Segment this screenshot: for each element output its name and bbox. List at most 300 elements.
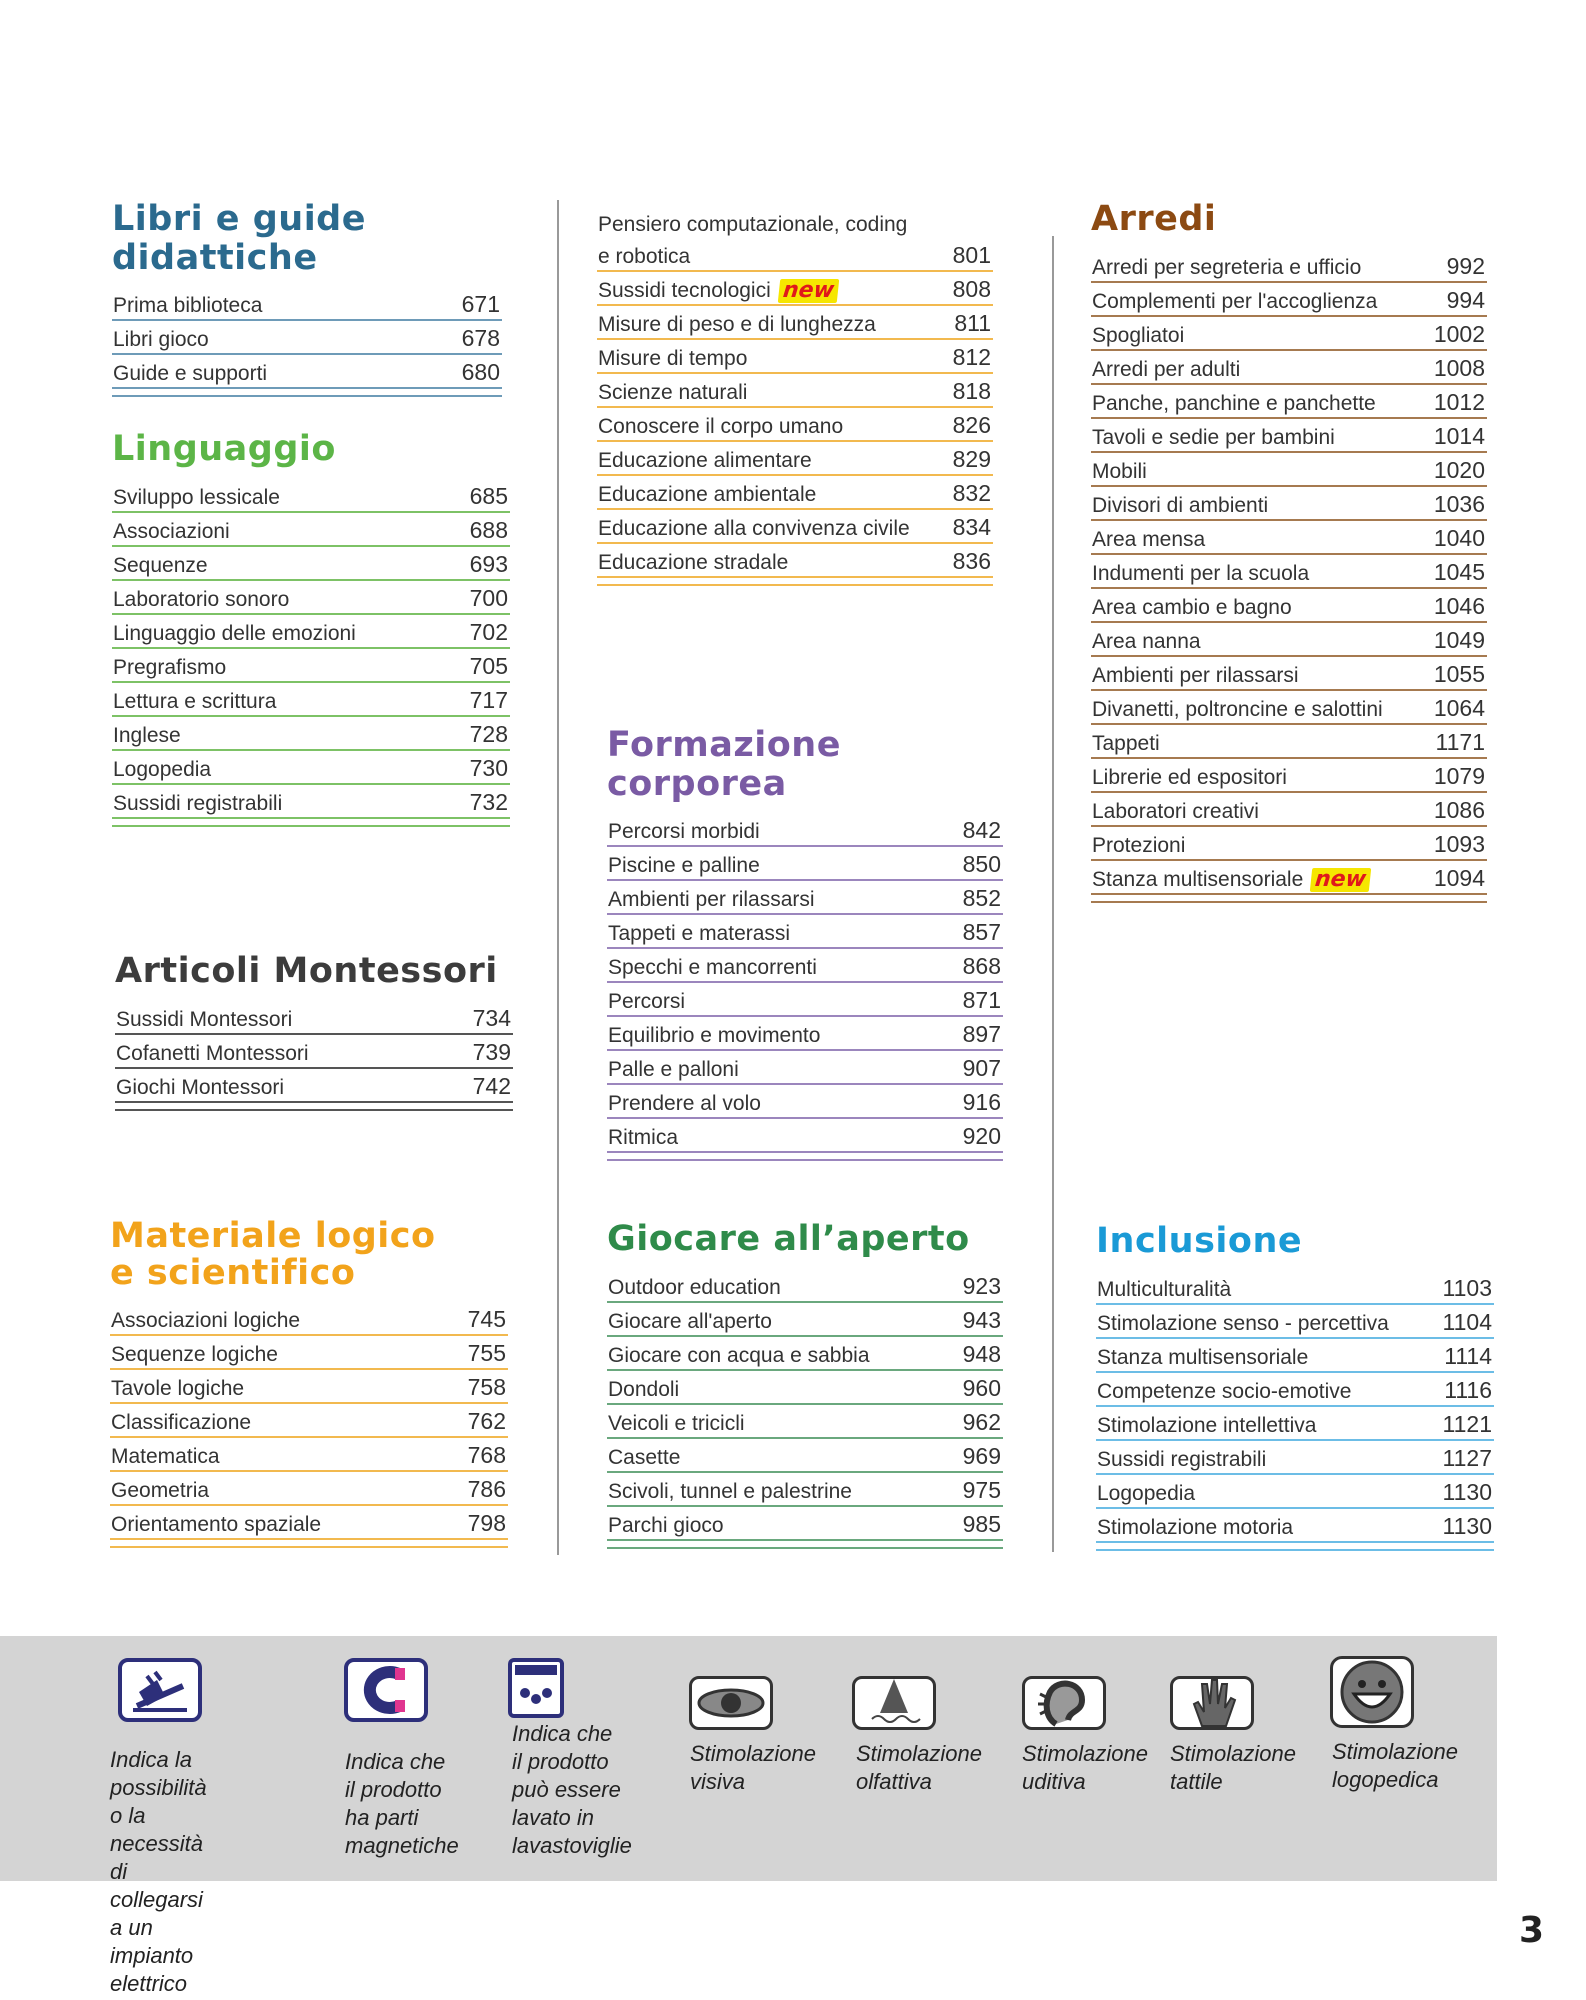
index-page-number: 923 xyxy=(962,1272,1001,1299)
section-end-rule xyxy=(607,1159,1003,1161)
index-label-wrap xyxy=(1097,1414,1316,1438)
index-label: Sequenze xyxy=(113,553,208,577)
index-row[interactable] xyxy=(607,1507,1003,1541)
index-label: Matematica xyxy=(111,1444,220,1468)
index-label: Indumenti per la scuola xyxy=(1092,561,1310,585)
index-page-number: 962 xyxy=(962,1408,1001,1435)
index-label: Area mensa xyxy=(1092,527,1206,551)
index-page-number: 975 xyxy=(962,1476,1001,1503)
index-row[interactable] xyxy=(1096,1407,1494,1441)
nose-icon xyxy=(852,1676,936,1730)
index-page-number: 730 xyxy=(469,754,508,781)
index-row[interactable] xyxy=(1091,419,1487,453)
index-row[interactable] xyxy=(597,272,993,306)
index-page-number: 762 xyxy=(467,1407,506,1434)
index-row[interactable] xyxy=(1096,1509,1494,1543)
index-row[interactable] xyxy=(607,1473,1003,1507)
index-page-number: 1040 xyxy=(1433,524,1485,551)
section-linguaggio xyxy=(112,430,510,827)
index-row[interactable] xyxy=(1096,1339,1494,1373)
index-row[interactable] xyxy=(1091,249,1487,283)
index-row[interactable] xyxy=(607,1439,1003,1473)
section-title: Libri e guide didattiche xyxy=(112,199,366,278)
legend-text: Indica la possibilità o la necessità di collegarsi a un impianto elettrico xyxy=(110,1747,207,1996)
index-label: Educazione alimentare xyxy=(598,449,812,472)
index-row[interactable] xyxy=(115,1069,513,1103)
index-row[interactable] xyxy=(1091,691,1487,725)
index-label: Stanza multisensoriale xyxy=(1097,1345,1309,1369)
index-row[interactable] xyxy=(112,785,510,819)
index-label-wrap xyxy=(608,1126,678,1150)
page-number: 3 xyxy=(1518,1910,1544,1951)
index-row[interactable] xyxy=(597,238,993,272)
eye-icon xyxy=(689,1676,773,1730)
index-row[interactable] xyxy=(607,949,1003,983)
index-row[interactable] xyxy=(1091,759,1487,793)
index-label-wrap xyxy=(608,1378,679,1402)
section-inclusione xyxy=(1096,1222,1494,1551)
index-row[interactable] xyxy=(607,915,1003,949)
index-row[interactable] xyxy=(1091,827,1487,861)
section-logico xyxy=(110,1218,508,1548)
index-row[interactable] xyxy=(1091,317,1487,351)
index-row[interactable] xyxy=(112,321,502,355)
index-row[interactable] xyxy=(1091,793,1487,827)
index-row[interactable] xyxy=(1091,589,1487,623)
index-row[interactable] xyxy=(110,1506,508,1540)
section-end-rule xyxy=(115,1109,513,1111)
index-row[interactable] xyxy=(607,1405,1003,1439)
index-row[interactable] xyxy=(597,408,993,442)
index-row[interactable] xyxy=(607,1119,1003,1153)
index-label: Panche, panchine e panchette xyxy=(1092,391,1376,415)
index-label: Linguaggio delle emozioni xyxy=(113,621,356,645)
index-row[interactable] xyxy=(1091,487,1487,521)
index-label: Percorsi xyxy=(608,990,686,1013)
legend-text: Stimolazione visiva xyxy=(690,1741,816,1794)
index-label: Divanetti, poltroncine e salottini xyxy=(1092,697,1383,721)
index-label-wrap xyxy=(598,449,812,473)
index-label-wrap xyxy=(1097,1380,1351,1404)
index-page-number: 1130 xyxy=(1442,1512,1492,1539)
index-row[interactable] xyxy=(607,847,1003,881)
index-page-number: 812 xyxy=(952,344,991,370)
index-page-number: 1045 xyxy=(1433,558,1485,585)
index-row[interactable] xyxy=(1096,1475,1494,1509)
index-label-wrap xyxy=(113,362,267,386)
index-page-number: 671 xyxy=(461,291,500,317)
section-end-rule xyxy=(597,584,993,586)
index-label: Stimolazione senso - percettiva xyxy=(1097,1311,1389,1335)
index-page-number: 943 xyxy=(962,1306,1001,1333)
index-label-wrap xyxy=(598,517,910,541)
index-label: Stimolazione motoria xyxy=(1097,1515,1294,1539)
index-row-first-line xyxy=(597,204,993,238)
index-page-number: 1046 xyxy=(1433,592,1485,619)
index-label: Tappeti e materassi xyxy=(608,922,791,945)
index-label-wrap xyxy=(608,1446,680,1470)
index-label-wrap xyxy=(608,1276,781,1300)
index-row[interactable] xyxy=(597,306,993,340)
index-label: Conoscere il corpo umano xyxy=(598,415,844,438)
index-label-wrap xyxy=(1097,1346,1308,1370)
index-row[interactable] xyxy=(607,1269,1003,1303)
index-label-wrap xyxy=(608,922,790,946)
index-label-wrap xyxy=(1092,596,1292,620)
index-label: Prendere al volo xyxy=(608,1092,761,1115)
index-label: Associazioni xyxy=(113,519,230,543)
electric-plug-icon xyxy=(118,1658,202,1722)
index-label: Giochi Montessori xyxy=(116,1075,285,1099)
index-label: Palle e palloni xyxy=(608,1058,739,1081)
index-row[interactable] xyxy=(1096,1373,1494,1407)
index-row[interactable] xyxy=(607,1337,1003,1371)
index-page-number: 1104 xyxy=(1442,1308,1492,1335)
index-row[interactable] xyxy=(112,751,510,785)
index-label: Tavoli e sedie per bambini xyxy=(1092,425,1335,449)
index-row[interactable] xyxy=(112,287,502,321)
index-label-wrap xyxy=(116,1042,309,1066)
index-label-wrap xyxy=(111,1411,251,1435)
index-page-number: 1171 xyxy=(1435,728,1485,755)
index-row[interactable] xyxy=(597,476,993,510)
index-label: Ambienti per rilassarsi xyxy=(1092,663,1299,687)
section-title-line: e scientifico xyxy=(110,1252,356,1293)
index-label: Prima biblioteca xyxy=(113,294,263,317)
index-label-wrap xyxy=(113,656,226,680)
index-page-number: 1093 xyxy=(1433,830,1485,857)
index-row[interactable] xyxy=(597,374,993,408)
index-label: Ritmica xyxy=(608,1126,679,1149)
index-page-number: 832 xyxy=(952,480,991,506)
index-page-number: 728 xyxy=(469,720,508,747)
index-label-wrap xyxy=(1092,392,1376,416)
index-row[interactable] xyxy=(607,1017,1003,1051)
index-label-wrap xyxy=(598,415,843,439)
index-row[interactable] xyxy=(115,1035,513,1069)
index-page-number: 818 xyxy=(952,378,991,404)
index-row[interactable] xyxy=(607,1051,1003,1085)
index-label: Misure di tempo xyxy=(598,347,748,370)
index-row[interactable] xyxy=(1091,555,1487,589)
index-page-number: 742 xyxy=(472,1072,511,1099)
ear-icon xyxy=(1022,1676,1106,1730)
index-label: Ambienti per rilassarsi xyxy=(608,888,815,911)
index-row[interactable] xyxy=(1096,1441,1494,1475)
index-label: Arredi per adulti xyxy=(1092,357,1241,381)
index-row[interactable] xyxy=(1091,623,1487,657)
index-page-number: 1064 xyxy=(1433,694,1485,721)
index-page-number: 1130 xyxy=(1442,1478,1492,1505)
index-page-number: 852 xyxy=(962,885,1001,911)
index-label: Dondoli xyxy=(608,1377,680,1401)
index-label: Scivoli, tunnel e palestrine xyxy=(608,1479,852,1503)
index-label: Piscine e palline xyxy=(608,854,760,877)
index-row[interactable] xyxy=(1091,385,1487,419)
index-label: Librerie ed espositori xyxy=(1092,765,1287,789)
index-label-wrap xyxy=(1097,1312,1389,1336)
index-page-number: 1049 xyxy=(1433,626,1485,653)
legend-text: Stimolazione uditiva xyxy=(1022,1741,1148,1794)
index-row[interactable] xyxy=(1096,1305,1494,1339)
index-label: Geometria xyxy=(111,1478,210,1502)
section-montessori xyxy=(115,952,513,1111)
index-label: Arredi per segreteria e ufficio xyxy=(1092,255,1362,279)
index-page-number: 705 xyxy=(469,652,508,679)
index-label: Sussidi registrabili xyxy=(113,791,283,815)
index-label: Sussidi registrabili xyxy=(1097,1447,1267,1471)
index-label-wrap xyxy=(113,792,282,816)
index-row[interactable] xyxy=(112,513,510,547)
index-label: Logopedia xyxy=(113,757,212,781)
section-title xyxy=(110,1218,508,1292)
index-label-wrap xyxy=(608,1310,772,1334)
index-page-number: 768 xyxy=(467,1441,506,1468)
index-page-number: 1008 xyxy=(1433,354,1485,381)
index-label: Guide e supporti xyxy=(113,362,268,385)
index-label-wrap xyxy=(598,347,747,371)
index-row[interactable] xyxy=(597,544,993,578)
index-label-wrap xyxy=(1092,256,1361,280)
new-badge: new xyxy=(1310,868,1371,892)
index-label: Giocare con acqua e sabbia xyxy=(608,1343,870,1367)
section-end-rule xyxy=(110,1546,508,1548)
index-page-number: 798 xyxy=(467,1509,506,1536)
index-label-wrap xyxy=(1092,358,1240,382)
index-row[interactable] xyxy=(597,340,993,374)
section-end-rule xyxy=(112,825,510,827)
index-row[interactable] xyxy=(112,547,510,581)
hand-icon xyxy=(1170,1676,1254,1730)
index-label-wrap xyxy=(1092,868,1370,892)
index-page-number: 836 xyxy=(952,548,991,574)
section-title: Inclusione xyxy=(1096,1221,1303,1261)
index-page-number: 868 xyxy=(962,953,1001,979)
index-row[interactable] xyxy=(110,1370,508,1404)
index-label-wrap xyxy=(1092,834,1185,858)
index-label-wrap xyxy=(111,1445,220,1469)
index-label-wrap xyxy=(1092,732,1160,756)
index-row[interactable] xyxy=(112,581,510,615)
index-row[interactable] xyxy=(1091,453,1487,487)
index-page-number: 994 xyxy=(1446,286,1485,313)
index-label-wrap xyxy=(1092,562,1309,586)
index-row[interactable] xyxy=(1091,351,1487,385)
index-label: Complementi per l'accoglienza xyxy=(1092,289,1378,313)
index-label-wrap xyxy=(113,328,209,352)
index-label: Pregrafismo xyxy=(113,655,227,679)
dishwasher-icon xyxy=(508,1658,564,1718)
section-title: Linguaggio xyxy=(112,429,336,469)
index-row[interactable] xyxy=(1091,861,1487,895)
index-label-wrap xyxy=(113,588,289,612)
index-row[interactable] xyxy=(112,649,510,683)
section-title-line: Materiale logico xyxy=(110,1216,436,1256)
index-row[interactable] xyxy=(110,1438,508,1472)
index-label-wrap xyxy=(1092,290,1377,314)
index-row[interactable] xyxy=(112,615,510,649)
index-page-number: 1002 xyxy=(1433,320,1485,347)
index-page-number: 811 xyxy=(954,310,991,336)
index-row[interactable] xyxy=(1091,657,1487,691)
index-label: Laboratorio sonoro xyxy=(113,587,290,611)
index-page-number: 1012 xyxy=(1433,388,1485,415)
index-page-number: 758 xyxy=(467,1373,506,1400)
index-label: Cofanetti Montessori xyxy=(116,1041,309,1065)
index-label-wrap xyxy=(608,1024,820,1048)
index-page-number: 920 xyxy=(962,1123,1001,1149)
index-label: Orientamento spaziale xyxy=(111,1512,322,1536)
index-page-number: 734 xyxy=(472,1004,511,1031)
index-page-number: 871 xyxy=(962,987,1001,1013)
index-page-number: 1079 xyxy=(1433,762,1485,789)
index-label-wrap xyxy=(608,854,760,878)
legend-text: Stimolazione tattile xyxy=(1170,1741,1296,1794)
index-label: Classificazione xyxy=(111,1410,252,1434)
section-pensiero xyxy=(597,204,993,586)
index-page-number: 834 xyxy=(952,514,991,540)
index-page-number: 685 xyxy=(469,482,508,509)
index-page-number: 801 xyxy=(952,242,991,268)
index-label: Inglese xyxy=(113,723,181,747)
index-label: Logopedia xyxy=(1097,1481,1196,1505)
index-label: Outdoor education xyxy=(608,1275,781,1299)
index-row[interactable] xyxy=(607,1085,1003,1119)
index-row[interactable] xyxy=(607,881,1003,915)
index-label: Lettura e scrittura xyxy=(113,689,277,713)
index-page-number: 960 xyxy=(962,1374,1001,1401)
index-row[interactable] xyxy=(112,479,510,513)
index-page-number: 680 xyxy=(461,359,500,385)
index-label-wrap xyxy=(598,483,816,507)
index-label-wrap xyxy=(608,990,685,1014)
index-label-wrap xyxy=(113,690,276,714)
index-row[interactable] xyxy=(1096,1271,1494,1305)
index-row[interactable] xyxy=(607,813,1003,847)
index-page-number: 842 xyxy=(962,817,1001,843)
index-label-wrap xyxy=(111,1513,321,1537)
index-label: Tavole logiche xyxy=(111,1376,245,1400)
index-label-wrap xyxy=(1097,1482,1195,1506)
index-row[interactable] xyxy=(112,683,510,717)
index-page-number: 985 xyxy=(962,1510,1001,1537)
index-label: Scienze naturali xyxy=(598,381,748,404)
index-label-wrap xyxy=(113,486,280,510)
index-label: Multiculturalità xyxy=(1097,1277,1232,1301)
index-row[interactable] xyxy=(607,1371,1003,1405)
section-end-rule xyxy=(1091,901,1487,903)
index-row[interactable] xyxy=(1091,521,1487,555)
index-row[interactable] xyxy=(112,717,510,751)
index-label-wrap xyxy=(113,554,208,578)
magnet-icon xyxy=(344,1658,428,1722)
index-label: Mobili xyxy=(1092,459,1147,483)
index-label-wrap xyxy=(111,1377,244,1401)
index-label-wrap xyxy=(608,1412,745,1436)
index-page-number: 700 xyxy=(469,584,508,611)
index-label-wrap xyxy=(1092,324,1184,348)
index-label: Sussidi Montessori xyxy=(116,1007,293,1031)
section-title: Arredi xyxy=(1091,199,1217,239)
index-label: Stimolazione intellettiva xyxy=(1097,1413,1317,1437)
index-label: Pensiero computazionale, coding xyxy=(598,213,908,236)
index-page-number: 693 xyxy=(469,550,508,577)
index-row[interactable] xyxy=(597,442,993,476)
index-label-wrap xyxy=(116,1008,292,1032)
index-label-wrap xyxy=(113,520,230,544)
index-row[interactable] xyxy=(1091,283,1487,317)
index-label-wrap xyxy=(608,820,760,844)
section-arredi xyxy=(1091,200,1487,903)
index-page-number: 1055 xyxy=(1433,660,1485,687)
index-page-number: 755 xyxy=(467,1339,506,1366)
column-divider-2 xyxy=(1052,236,1054,1552)
index-page-number: 1127 xyxy=(1442,1444,1492,1471)
index-page-number: 808 xyxy=(952,276,991,302)
index-label-wrap xyxy=(1092,460,1147,484)
index-row[interactable] xyxy=(110,1404,508,1438)
index-label: Sequenze logiche xyxy=(111,1342,278,1366)
index-label: Tappeti xyxy=(1092,731,1160,755)
index-label: Educazione alla convivenza civile xyxy=(598,517,910,540)
index-label-wrap xyxy=(608,1092,761,1116)
index-label: Percorsi morbidi xyxy=(608,820,760,843)
index-label: Laboratori creativi xyxy=(1092,799,1259,823)
index-page-number: 732 xyxy=(469,788,508,815)
index-label-wrap xyxy=(608,1344,870,1368)
index-label-wrap xyxy=(111,1343,278,1367)
index-page-number: 1036 xyxy=(1433,490,1485,517)
legend-text: Indica che il prodotto ha parti magnetiche xyxy=(345,1749,459,1858)
index-label: Associazioni logiche xyxy=(111,1308,301,1332)
index-label-wrap xyxy=(598,381,747,405)
index-row[interactable] xyxy=(1091,725,1487,759)
index-label-wrap xyxy=(608,1480,852,1504)
index-page-number: 745 xyxy=(467,1305,506,1332)
index-label-wrap xyxy=(1092,426,1335,450)
index-row[interactable] xyxy=(110,1302,508,1336)
index-page-number: 907 xyxy=(962,1055,1001,1081)
index-row[interactable] xyxy=(110,1336,508,1370)
index-row[interactable] xyxy=(607,983,1003,1017)
index-label-wrap xyxy=(1092,630,1201,654)
index-row[interactable] xyxy=(115,1001,513,1035)
index-label: Educazione stradale xyxy=(598,551,789,574)
section-title: Giocare all’aperto xyxy=(607,1219,970,1259)
index-label: e robotica xyxy=(598,245,691,268)
index-page-number: 702 xyxy=(469,618,508,645)
index-page-number: 678 xyxy=(461,325,500,351)
index-row[interactable] xyxy=(110,1472,508,1506)
section-end-rule xyxy=(1096,1549,1494,1551)
index-label-wrap xyxy=(598,313,876,337)
index-page-number: 857 xyxy=(962,919,1001,945)
index-label-wrap xyxy=(1097,1516,1293,1540)
index-label: Sviluppo lessicale xyxy=(113,485,280,509)
legend-text: Stimolazione olfattiva xyxy=(856,1741,982,1794)
index-label-wrap xyxy=(113,758,211,782)
index-label-wrap xyxy=(113,622,356,646)
index-label: Competenze socio-emotive xyxy=(1097,1379,1352,1403)
index-page-number: 916 xyxy=(962,1089,1001,1115)
index-label: Area nanna xyxy=(1092,629,1201,653)
index-row[interactable] xyxy=(607,1303,1003,1337)
index-row[interactable] xyxy=(112,355,502,389)
mouth-icon xyxy=(1330,1656,1414,1728)
index-label: Parchi gioco xyxy=(608,1513,724,1537)
index-row[interactable] xyxy=(597,510,993,544)
index-label-wrap xyxy=(608,1058,739,1082)
